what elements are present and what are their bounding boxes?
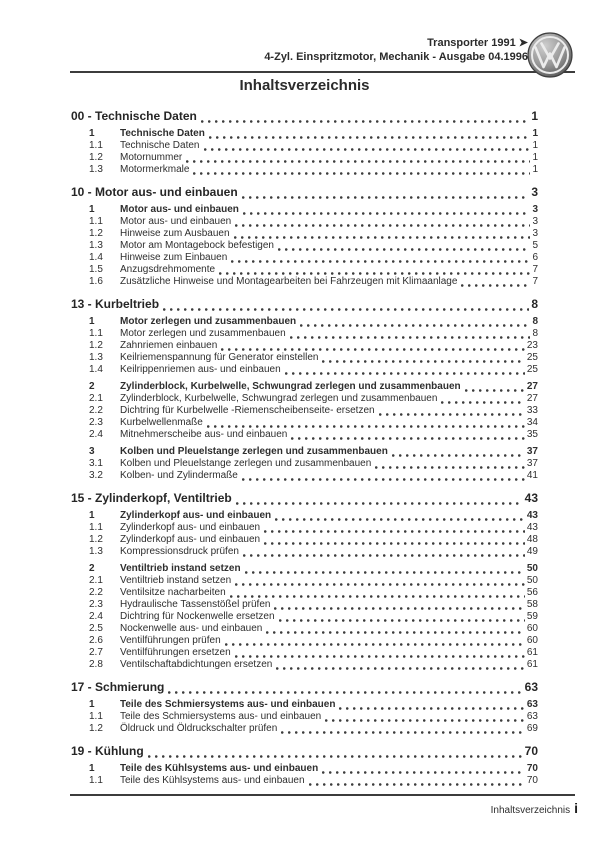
toc-section-page: 8 (531, 297, 538, 311)
toc-item-page: 70 (526, 763, 538, 774)
toc-item[interactable] (71, 599, 538, 611)
footer-text-block (491, 800, 578, 816)
dot-leader (243, 212, 531, 215)
toc-item[interactable] (71, 228, 538, 240)
toc-item-number: 1.5 (89, 264, 103, 275)
toc-item[interactable] (71, 328, 538, 340)
dot-leader (309, 783, 525, 786)
toc-item-number: 1 (89, 316, 95, 327)
toc-item-page: 59 (526, 611, 538, 622)
toc-item[interactable] (71, 775, 538, 787)
toc-item-number: 1 (89, 128, 95, 139)
toc-item-number: 1.3 (89, 164, 103, 175)
toc-section-page: 70 (524, 744, 538, 758)
toc-item[interactable] (71, 534, 538, 546)
footer-rule (70, 794, 575, 796)
toc-item-page: 1 (532, 128, 538, 139)
toc-item-page: 60 (526, 635, 538, 646)
toc-item-label: Teile des Schmiersystems aus- und einbauen (120, 711, 322, 722)
vw-logo-icon (527, 32, 573, 78)
toc-item[interactable] (71, 458, 538, 470)
toc-item-number: 1.4 (89, 252, 103, 263)
toc-item-number: 2.5 (89, 623, 103, 634)
dot-leader (300, 324, 530, 327)
dot-leader (379, 413, 525, 416)
footer-page-number: i (574, 800, 578, 816)
toc-section (71, 109, 538, 176)
dot-leader (235, 655, 525, 658)
toc-item-number: 1.2 (89, 534, 103, 545)
toc-item[interactable] (71, 276, 538, 288)
toc-item-number: 2.7 (89, 647, 103, 658)
toc-item-number: 2.6 (89, 635, 103, 646)
toc-item-label: Kolben- und Zylindermaße (120, 470, 238, 481)
dot-leader (245, 571, 525, 574)
header-edition-line: 4-Zyl. Einspritzmotor, Mechanik - Ausgabe 04.1996 (264, 51, 528, 63)
toc-item-label: Teile des Schmiersystems aus- und einbauen (120, 699, 336, 710)
toc-item-label: Hydraulische Tassenstößel prüfen (120, 599, 271, 610)
toc-item-number: 1.3 (89, 352, 103, 363)
toc-item-page: 1 (532, 152, 538, 163)
dot-leader (186, 160, 530, 163)
toc-item-page: 37 (526, 458, 538, 469)
toc-item-number: 1.1 (89, 522, 103, 533)
toc-item-number: 1.1 (89, 711, 103, 722)
dot-leader (392, 454, 525, 457)
toc-item-number: 3 (89, 446, 95, 457)
toc-item-label: Öldruck und Öldruckschalter prüfen (120, 723, 278, 734)
toc-item-label: Zylinderkopf aus- und einbauen (120, 522, 261, 533)
toc-item-page: 25 (526, 352, 538, 363)
toc-item-number: 2.2 (89, 405, 103, 416)
toc-item-page: 1 (532, 164, 538, 175)
toc-item[interactable] (71, 723, 538, 735)
toc-section-heading[interactable] (71, 491, 538, 506)
toc-item-label: Zylinderblock, Kurbelwelle, Schwungrad zerlegen und zusammenbauen (120, 381, 461, 392)
toc-item[interactable] (71, 446, 538, 458)
toc-item[interactable] (71, 699, 538, 711)
toc-item[interactable] (71, 635, 538, 647)
toc-item-page: 3 (532, 204, 538, 215)
toc-item-number: 2.2 (89, 587, 103, 598)
dot-leader (322, 771, 525, 774)
toc-section (71, 297, 538, 482)
dot-leader (207, 425, 525, 428)
toc-item[interactable] (71, 763, 538, 775)
dot-leader (204, 148, 531, 151)
toc-item[interactable] (71, 470, 538, 482)
toc-item-number: 2.1 (89, 575, 103, 586)
toc-item-label: Dichtring für Kurbelwelle -Riemenscheibenseite- ersetzen (120, 405, 375, 416)
dot-leader (219, 272, 530, 275)
toc-item-page: 33 (526, 405, 538, 416)
toc-item-page: 48 (526, 534, 538, 545)
toc-item[interactable] (71, 140, 538, 152)
toc-item-number: 1.2 (89, 340, 103, 351)
dot-leader (266, 631, 525, 634)
dot-leader (264, 530, 525, 533)
dot-leader (221, 348, 525, 351)
dot-leader (264, 542, 525, 545)
toc-item-page: 43 (526, 522, 538, 533)
dot-leader (163, 308, 529, 311)
toc-item-label: Motor zerlegen und zusammenbauen (120, 316, 297, 327)
dot-leader (209, 136, 531, 139)
toc (71, 109, 538, 796)
dot-leader (235, 583, 525, 586)
toc-item[interactable] (71, 575, 538, 587)
toc-item[interactable] (71, 216, 538, 228)
dot-leader (276, 667, 525, 670)
toc-section-heading[interactable] (71, 185, 538, 200)
toc-item-label: Nockenwelle aus- und einbauen (120, 623, 263, 634)
toc-item-label: Teile des Kühlsystems aus- und einbauen (120, 763, 319, 774)
toc-item-label: Zylinderblock, Kurbelwelle, Schwungrad zerlegen und zusammenbauen (120, 393, 438, 404)
toc-section-items (71, 510, 538, 671)
toc-item-page: 60 (526, 623, 538, 634)
toc-item-number: 1 (89, 204, 95, 215)
toc-item-page: 23 (526, 340, 538, 351)
dot-leader (279, 619, 525, 622)
toc-item-label: Hinweise zum Einbauen (120, 252, 228, 263)
toc-section-title: 17 - Schmierung (71, 680, 165, 694)
dot-leader (275, 518, 525, 521)
toc-section-title: 00 - Technische Daten (71, 109, 197, 123)
toc-item-number: 3.2 (89, 470, 103, 481)
toc-item-page: 27 (526, 381, 538, 392)
toc-section-title: 19 - Kühlung (71, 744, 144, 758)
dot-leader (236, 502, 523, 505)
dot-leader (242, 196, 530, 199)
toc-item[interactable] (71, 316, 538, 328)
toc-section-items (71, 316, 538, 482)
toc-item[interactable] (71, 340, 538, 352)
toc-item-page: 7 (532, 276, 538, 287)
toc-item-label: Zylinderkopf aus- und einbauen (120, 534, 261, 545)
toc-item-number: 1.1 (89, 140, 103, 151)
toc-item-label: Kolben und Pleuelstange zerlegen und zusammenbauen (120, 458, 372, 469)
dot-leader (285, 372, 525, 375)
toc-item-page: 25 (526, 364, 538, 375)
toc-item-page: 6 (532, 252, 538, 263)
toc-item-page: 34 (526, 417, 538, 428)
toc-item-label: Ventilsitze nacharbeiten (120, 587, 226, 598)
toc-item[interactable] (71, 647, 538, 659)
dot-leader (322, 360, 524, 363)
toc-item-label: Kompressionsdruck prüfen (120, 546, 239, 557)
toc-section-heading[interactable] (71, 109, 538, 124)
toc-item-page: 43 (526, 510, 538, 521)
toc-item[interactable] (71, 204, 538, 216)
toc-item[interactable] (71, 546, 538, 558)
toc-item-label: Teile des Kühlsystems aus- und einbauen (120, 775, 305, 786)
toc-item-page: 50 (526, 575, 538, 586)
toc-item-label: Technische Daten (120, 140, 200, 151)
dot-leader (441, 401, 524, 404)
toc-item[interactable] (71, 164, 538, 176)
toc-item-page: 61 (526, 647, 538, 658)
dot-leader (461, 284, 530, 287)
toc-item-page: 56 (526, 587, 538, 598)
toc-section-title: 13 - Kurbeltrieb (71, 297, 160, 311)
dot-leader (375, 466, 525, 469)
dot-leader (242, 478, 525, 481)
toc-item[interactable] (71, 623, 538, 635)
toc-section-items (71, 763, 538, 787)
toc-item[interactable] (71, 264, 538, 276)
toc-item-page: 63 (526, 711, 538, 722)
toc-item-page: 50 (526, 563, 538, 574)
toc-section-heading[interactable] (71, 297, 538, 312)
toc-section (71, 491, 538, 671)
toc-item-number: 1.3 (89, 240, 103, 251)
toc-item-label: Hinweise zum Ausbauen (120, 228, 230, 239)
toc-item[interactable] (71, 240, 538, 252)
toc-item[interactable] (71, 364, 538, 376)
toc-section-items (71, 204, 538, 288)
toc-item-label: Kolben und Pleuelstange zerlegen und zusammenbauen (120, 446, 388, 457)
page-title: Inhaltsverzeichnis (239, 77, 370, 94)
dot-leader (274, 607, 524, 610)
toc-item-page: 3 (532, 228, 538, 239)
toc-item-label: Technische Daten (120, 128, 205, 139)
toc-item-label: Ventiltrieb instand setzen (120, 575, 232, 586)
toc-item-label: Motor aus- und einbauen (120, 216, 232, 227)
toc-item-label: Motor am Montagebock befestigen (120, 240, 274, 251)
dot-leader (201, 120, 529, 123)
dot-leader (231, 260, 530, 263)
toc-item[interactable] (71, 611, 538, 623)
toc-item-label: Zusätzliche Hinweise und Montagearbeiten bei Fahrzeugen mit Klimaanlage (120, 276, 458, 287)
toc-item-page: 58 (526, 599, 538, 610)
toc-item-number: 2 (89, 563, 95, 574)
toc-section-items (71, 128, 538, 176)
toc-item-number: 1.2 (89, 723, 103, 734)
toc-item-page: 69 (526, 723, 538, 734)
toc-item-number: 3.1 (89, 458, 103, 469)
dot-leader (278, 248, 530, 251)
header-text-block (264, 36, 528, 64)
toc-item-label: Anzugsdrehmomente (120, 264, 216, 275)
footer-label: Inhaltsverzeichnis (490, 805, 571, 816)
dot-leader (225, 643, 525, 646)
dot-leader (243, 554, 525, 557)
toc-item-page: 27 (526, 393, 538, 404)
toc-item-number: 1.1 (89, 328, 103, 339)
header-rule (70, 71, 575, 73)
toc-section-page: 63 (524, 680, 538, 694)
dot-leader (465, 389, 525, 392)
toc-section (71, 185, 538, 288)
toc-item-label: Motor zerlegen und zusammenbauen (120, 328, 286, 339)
toc-item-page: 7 (532, 264, 538, 275)
toc-section (71, 680, 538, 735)
toc-item-label: Ventilführungen prüfen (120, 635, 221, 646)
toc-item-number: 1.1 (89, 216, 103, 227)
toc-section-heading[interactable] (71, 744, 538, 759)
header-model-line: Transporter 1991 ➤ (427, 37, 528, 49)
dot-leader (193, 172, 530, 175)
dot-leader (339, 707, 524, 710)
toc-item-number: 1.4 (89, 364, 103, 375)
toc-item-page: 35 (526, 429, 538, 440)
dot-leader (230, 595, 525, 598)
toc-item-page: 49 (526, 546, 538, 557)
toc-item[interactable] (71, 381, 538, 393)
toc-item-label: Motormerkmale (120, 164, 190, 175)
dot-leader (148, 755, 523, 758)
toc-section (71, 744, 538, 787)
toc-item-page: 1 (532, 140, 538, 151)
toc-item-label: Dichtring für Nockenwelle ersetzen (120, 611, 275, 622)
toc-item-page: 61 (526, 659, 538, 670)
toc-item-label: Keilrippenriemen aus- und einbauen (120, 364, 281, 375)
toc-item-number: 1.2 (89, 228, 103, 239)
toc-item-page: 3 (532, 216, 538, 227)
dot-leader (168, 691, 522, 694)
toc-item-label: Keilriemenspannung für Generator einstellen (120, 352, 319, 363)
toc-item-page: 8 (532, 328, 538, 339)
toc-item-label: Ventilschaftabdichtungen ersetzen (120, 659, 273, 670)
toc-item[interactable] (71, 429, 538, 441)
toc-item-number: 1 (89, 510, 95, 521)
toc-item[interactable] (71, 417, 538, 429)
toc-item-number: 2.3 (89, 417, 103, 428)
toc-item-page: 8 (532, 316, 538, 327)
toc-section-heading[interactable] (71, 680, 538, 695)
toc-item-number: 2.3 (89, 599, 103, 610)
toc-item-label: Kurbelwellenmaße (120, 417, 203, 428)
dot-leader (325, 719, 525, 722)
toc-item-number: 1 (89, 699, 95, 710)
toc-item[interactable] (71, 405, 538, 417)
toc-section-title: 10 - Motor aus- und einbauen (71, 185, 238, 199)
toc-item-number: 2 (89, 381, 95, 392)
toc-item-number: 1.6 (89, 276, 103, 287)
dot-leader (290, 336, 531, 339)
toc-item-number: 2.4 (89, 429, 103, 440)
toc-item-number: 2.4 (89, 611, 103, 622)
toc-item[interactable] (71, 659, 538, 671)
dot-leader (281, 731, 525, 734)
toc-item[interactable] (71, 522, 538, 534)
dot-leader (234, 236, 531, 239)
toc-item-number: 1.2 (89, 152, 103, 163)
toc-item[interactable] (71, 128, 538, 140)
toc-item[interactable] (71, 563, 538, 575)
dot-leader (235, 224, 530, 227)
toc-item-label: Mitnehmerscheibe aus- und einbauen (120, 429, 288, 440)
toc-item-label: Motornummer (120, 152, 183, 163)
toc-section-title: 15 - Zylinderkopf, Ventiltrieb (71, 491, 232, 505)
toc-item[interactable] (71, 152, 538, 164)
toc-item-page: 37 (526, 446, 538, 457)
toc-item-label: Zylinderkopf aus- und einbauen (120, 510, 272, 521)
toc-item-number: 1.1 (89, 775, 103, 786)
toc-item-label: Motor aus- und einbauen (120, 204, 239, 215)
toc-item-page: 5 (532, 240, 538, 251)
toc-item[interactable] (71, 252, 538, 264)
toc-section-page: 3 (531, 185, 538, 199)
toc-item-page: 41 (526, 470, 538, 481)
toc-item-label: Ventiltrieb instand setzen (120, 563, 241, 574)
toc-item[interactable] (71, 352, 538, 364)
toc-section-page: 1 (531, 109, 538, 123)
toc-item-number: 1 (89, 763, 95, 774)
toc-item[interactable] (71, 587, 538, 599)
toc-section-page: 43 (524, 491, 538, 505)
toc-item-page: 63 (526, 699, 538, 710)
toc-item[interactable] (71, 393, 538, 405)
toc-item[interactable] (71, 510, 538, 522)
toc-item-page: 70 (526, 775, 538, 786)
dot-leader (291, 437, 525, 440)
toc-item[interactable] (71, 711, 538, 723)
toc-item-label: Ventilführungen ersetzen (120, 647, 231, 658)
toc-section-items (71, 699, 538, 735)
toc-item-label: Zahnriemen einbauen (120, 340, 218, 351)
toc-item-number: 2.1 (89, 393, 103, 404)
toc-item-number: 1.3 (89, 546, 103, 557)
toc-item-number: 2.8 (89, 659, 103, 670)
